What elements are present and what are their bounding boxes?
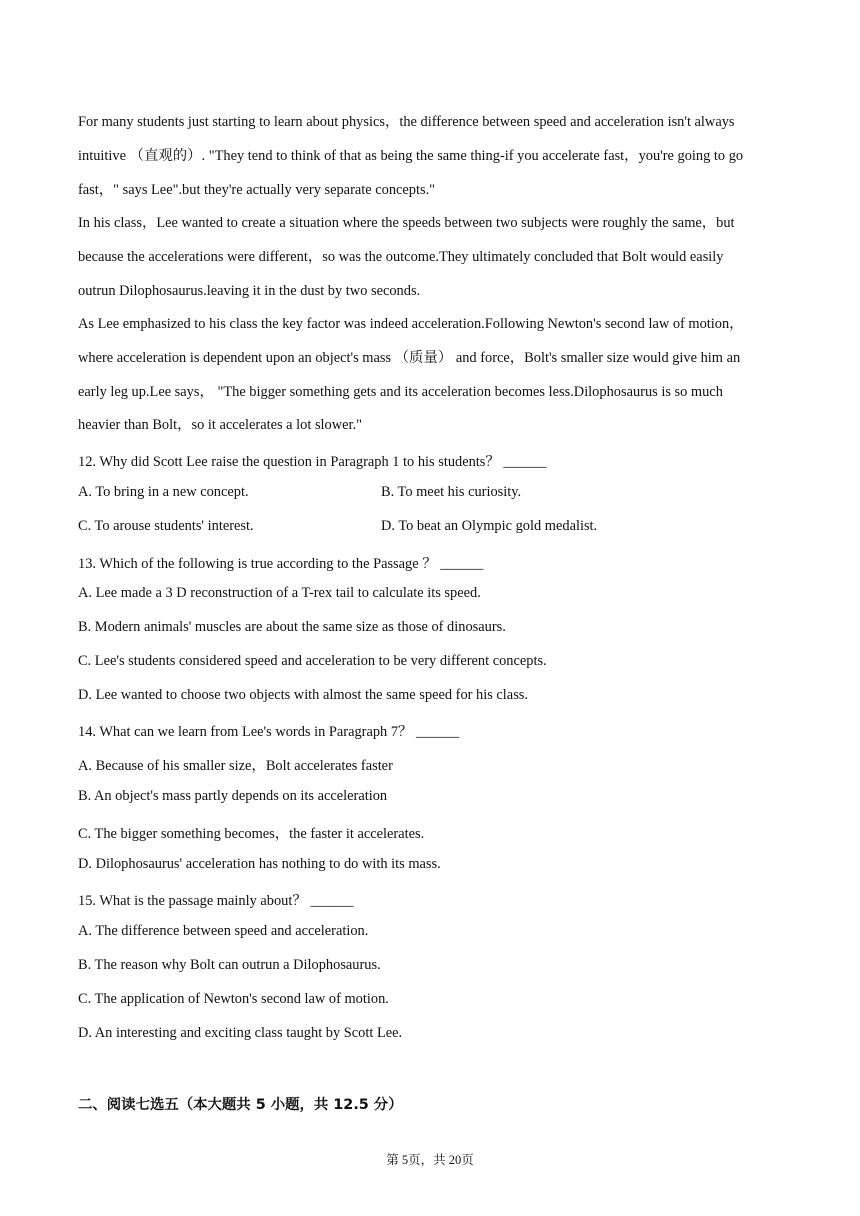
- question-12-stem: 12. Why did Scott Lee raise the question in Paragraph 1 to his students？ ______: [78, 454, 547, 470]
- paragraph-line: early leg up.Lee says， "The bigger something gets and its acceleration becomes less.Dilophosaurus is so much: [78, 383, 723, 400]
- question-13-stem: 13. Which of the following is true according to the Passage ？ ______: [78, 556, 484, 572]
- question-13-option-b: B. Modern animals' muscles are about the same size as those of dinosaurs.: [78, 619, 506, 635]
- question-14-option-d: D. Dilophosaurus' acceleration has nothing to do with its mass.: [78, 856, 441, 872]
- question-13-option-d: D. Lee wanted to choose two objects with almost the same speed for his class.: [78, 687, 528, 703]
- question-15-option-b: B. The reason why Bolt can outrun a Dilophosaurus.: [78, 957, 381, 973]
- question-14-option-c: C. The bigger something becomes，the faster it accelerates.: [78, 826, 425, 842]
- question-15-option-a: A. The difference between speed and acceleration.: [78, 923, 369, 939]
- question-15-option-d: D. An interesting and exciting class taught by Scott Lee.: [78, 1025, 403, 1041]
- paragraph-line: outrun Dilophosaurus.leaving it in the dust by two seconds.: [78, 282, 421, 299]
- paragraph-line: As Lee emphasized to his class the key factor was indeed acceleration.Following Newton's second law of motion，: [78, 316, 744, 332]
- question-15-stem: 15. What is the passage mainly about？ ______: [78, 893, 354, 909]
- question-15-option-c: C. The application of Newton's second law of motion.: [78, 991, 389, 1007]
- question-14-option-a: A. Because of his smaller size，Bolt accelerates faster: [78, 758, 393, 774]
- paragraph-newton-law: [78, 314, 788, 449]
- paragraph-line: intuitive （直观的）. "They tend to think of that as being the same thing-if you accelerate fast，you're going to go: [78, 147, 744, 164]
- paragraph-line: In his class，Lee wanted to create a situation where the speeds between two subjects were roughly the same，but: [78, 215, 735, 231]
- question-12-option-d: D. To beat an Olympic gold medalist.: [381, 518, 598, 534]
- paragraph-line: fast，" says Lee".but they're actually very separate concepts.": [78, 181, 436, 198]
- question-14-stem: 14. What can we learn from Lee's words in Paragraph 7？ ______: [78, 724, 460, 740]
- paragraph-class-situation: [78, 213, 788, 314]
- paragraph-speed-vs-acceleration: [78, 112, 788, 213]
- question-13-option-a: A. Lee made a 3 D reconstruction of a T-rex tail to calculate its speed.: [78, 585, 481, 601]
- paragraph-line: For many students just starting to learn about physics，the difference between speed and acceleration isn't always: [78, 114, 735, 130]
- paragraph-line: where acceleration is dependent upon an object's mass （质量） and force，Bolt's smaller size would give him an: [78, 349, 741, 366]
- question-12-option-c: C. To arouse students' interest.: [78, 518, 254, 534]
- question-14-option-b: B. An object's mass partly depends on its acceleration: [78, 788, 388, 804]
- question-12-option-b: B. To meet his curiosity.: [381, 484, 522, 500]
- paragraph-line: heavier than Bolt，so it accelerates a lot slower.": [78, 417, 362, 434]
- question-13-option-c: C. Lee's students considered speed and acceleration to be very different concepts.: [78, 653, 547, 669]
- page-number-footer: 第 5页，共 20页: [386, 1153, 474, 1167]
- paragraph-line: because the accelerations were different，so was the outcome.They ultimately concluded that Bolt would easily: [78, 248, 724, 265]
- question-12-option-a: A. To bring in a new concept.: [78, 484, 249, 500]
- section-heading: 二、阅读七选五（本大题共 5 小题，共 12.5 分）: [78, 1097, 403, 1113]
